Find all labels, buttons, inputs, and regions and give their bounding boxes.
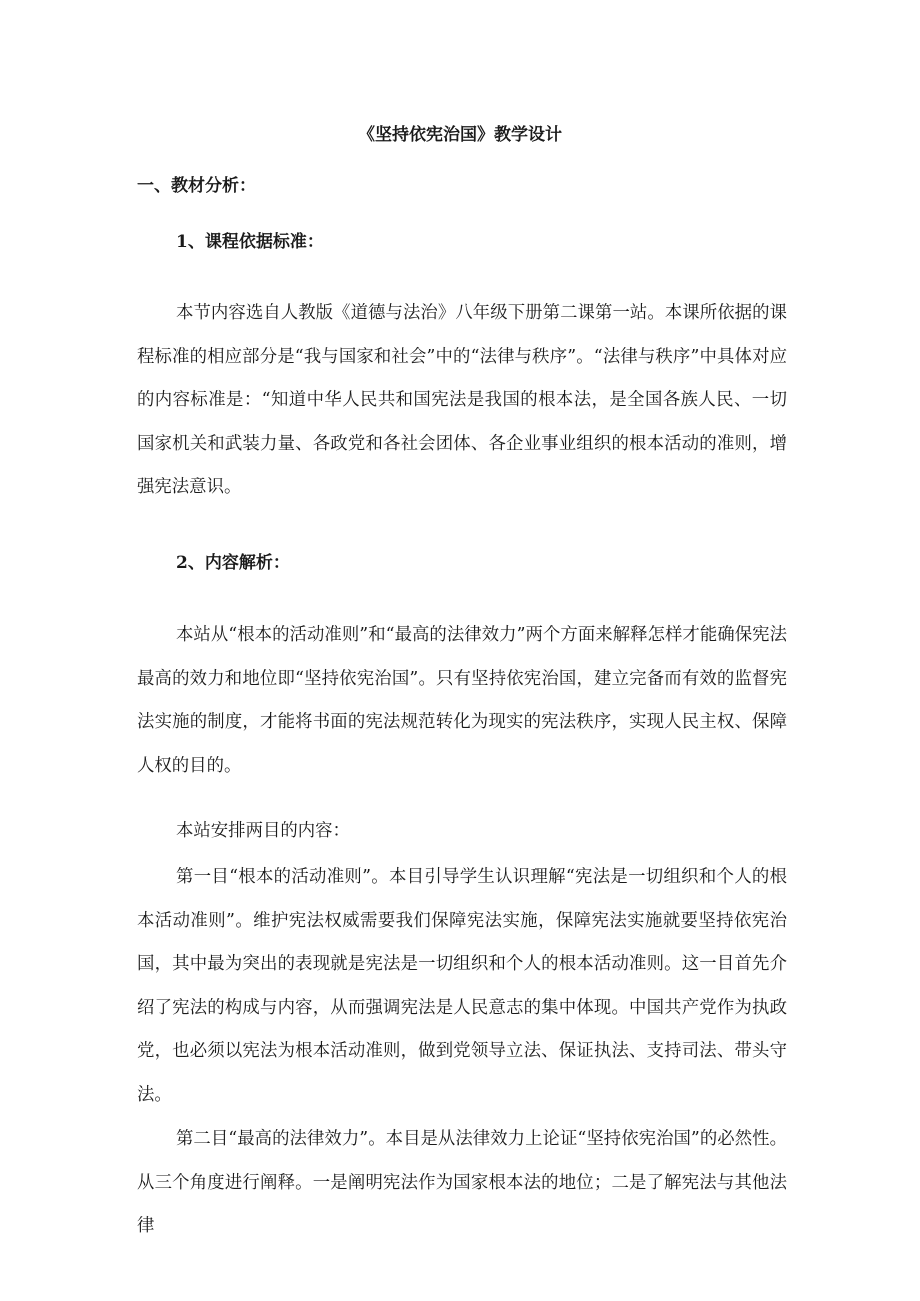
- subheading-content-analysis: 2、内容解析：: [176, 553, 290, 573]
- paragraph-content-analysis-intro: 本站从“根本的活动准则”和“最高的法律效力”两个方面来解释怎样才能确保宪法最高的效力和地位即“坚持依宪治国”。只有坚持依宪治国，建立完备而有效的监督宪法实施的制度，才能将书面的宪法规范转化为现实的宪法秩序，实现人民主权、保障人权的目的。: [137, 625, 787, 776]
- paragraph-two-items: 本站安排两目的内容：: [176, 821, 350, 841]
- paragraph-first-item: 第一目“根本的活动准则”。本目引导学生认识理解“宪法是一切组织和个人的根本活动准则”。维护宪法权威需要我们保障宪法实施，保障宪法实施就要坚持依宪治国，其中最为突出的表现就是宪法是一切组织和个人的根本活动准则。这一目首先介绍了宪法的构成与内容，从而强调宪法是人民意志的集中体现。中国共产党作为执政党，也必须以宪法为根本活动准则，做到党领导立法、保证执法、支持司法、带头守法。: [137, 867, 787, 1105]
- paragraph-curriculum-standard: 本节内容选自人教版《道德与法治》八年级下册第二课第一站。本课所依据的课程标准的相应部分是“我与国家和社会”中的“法律与秩序”。“法律与秩序”中具体对应的内容标准是：“知道中华人民共和国宪法是我国的根本法，是全国各族人民、一切国家机关和武装力量、各政党和各社会团体、各企业事业组织的根本活动的准则，增强宪法意识。: [137, 303, 787, 498]
- document-title: 《坚持依宪治国》教学设计: [358, 125, 562, 145]
- subheading-curriculum-standard: 1、课程依据标准：: [176, 232, 324, 252]
- section-heading-textbook-analysis: 一、教材分析：: [137, 176, 256, 196]
- paragraph-second-item: 第二目“最高的法律效力”。本目是从法律效力上论证“坚持依宪治国”的必然性。从三个角度进行阐释。一是阐明宪法作为国家根本法的地位；二是了解宪法与其他法律: [137, 1129, 787, 1237]
